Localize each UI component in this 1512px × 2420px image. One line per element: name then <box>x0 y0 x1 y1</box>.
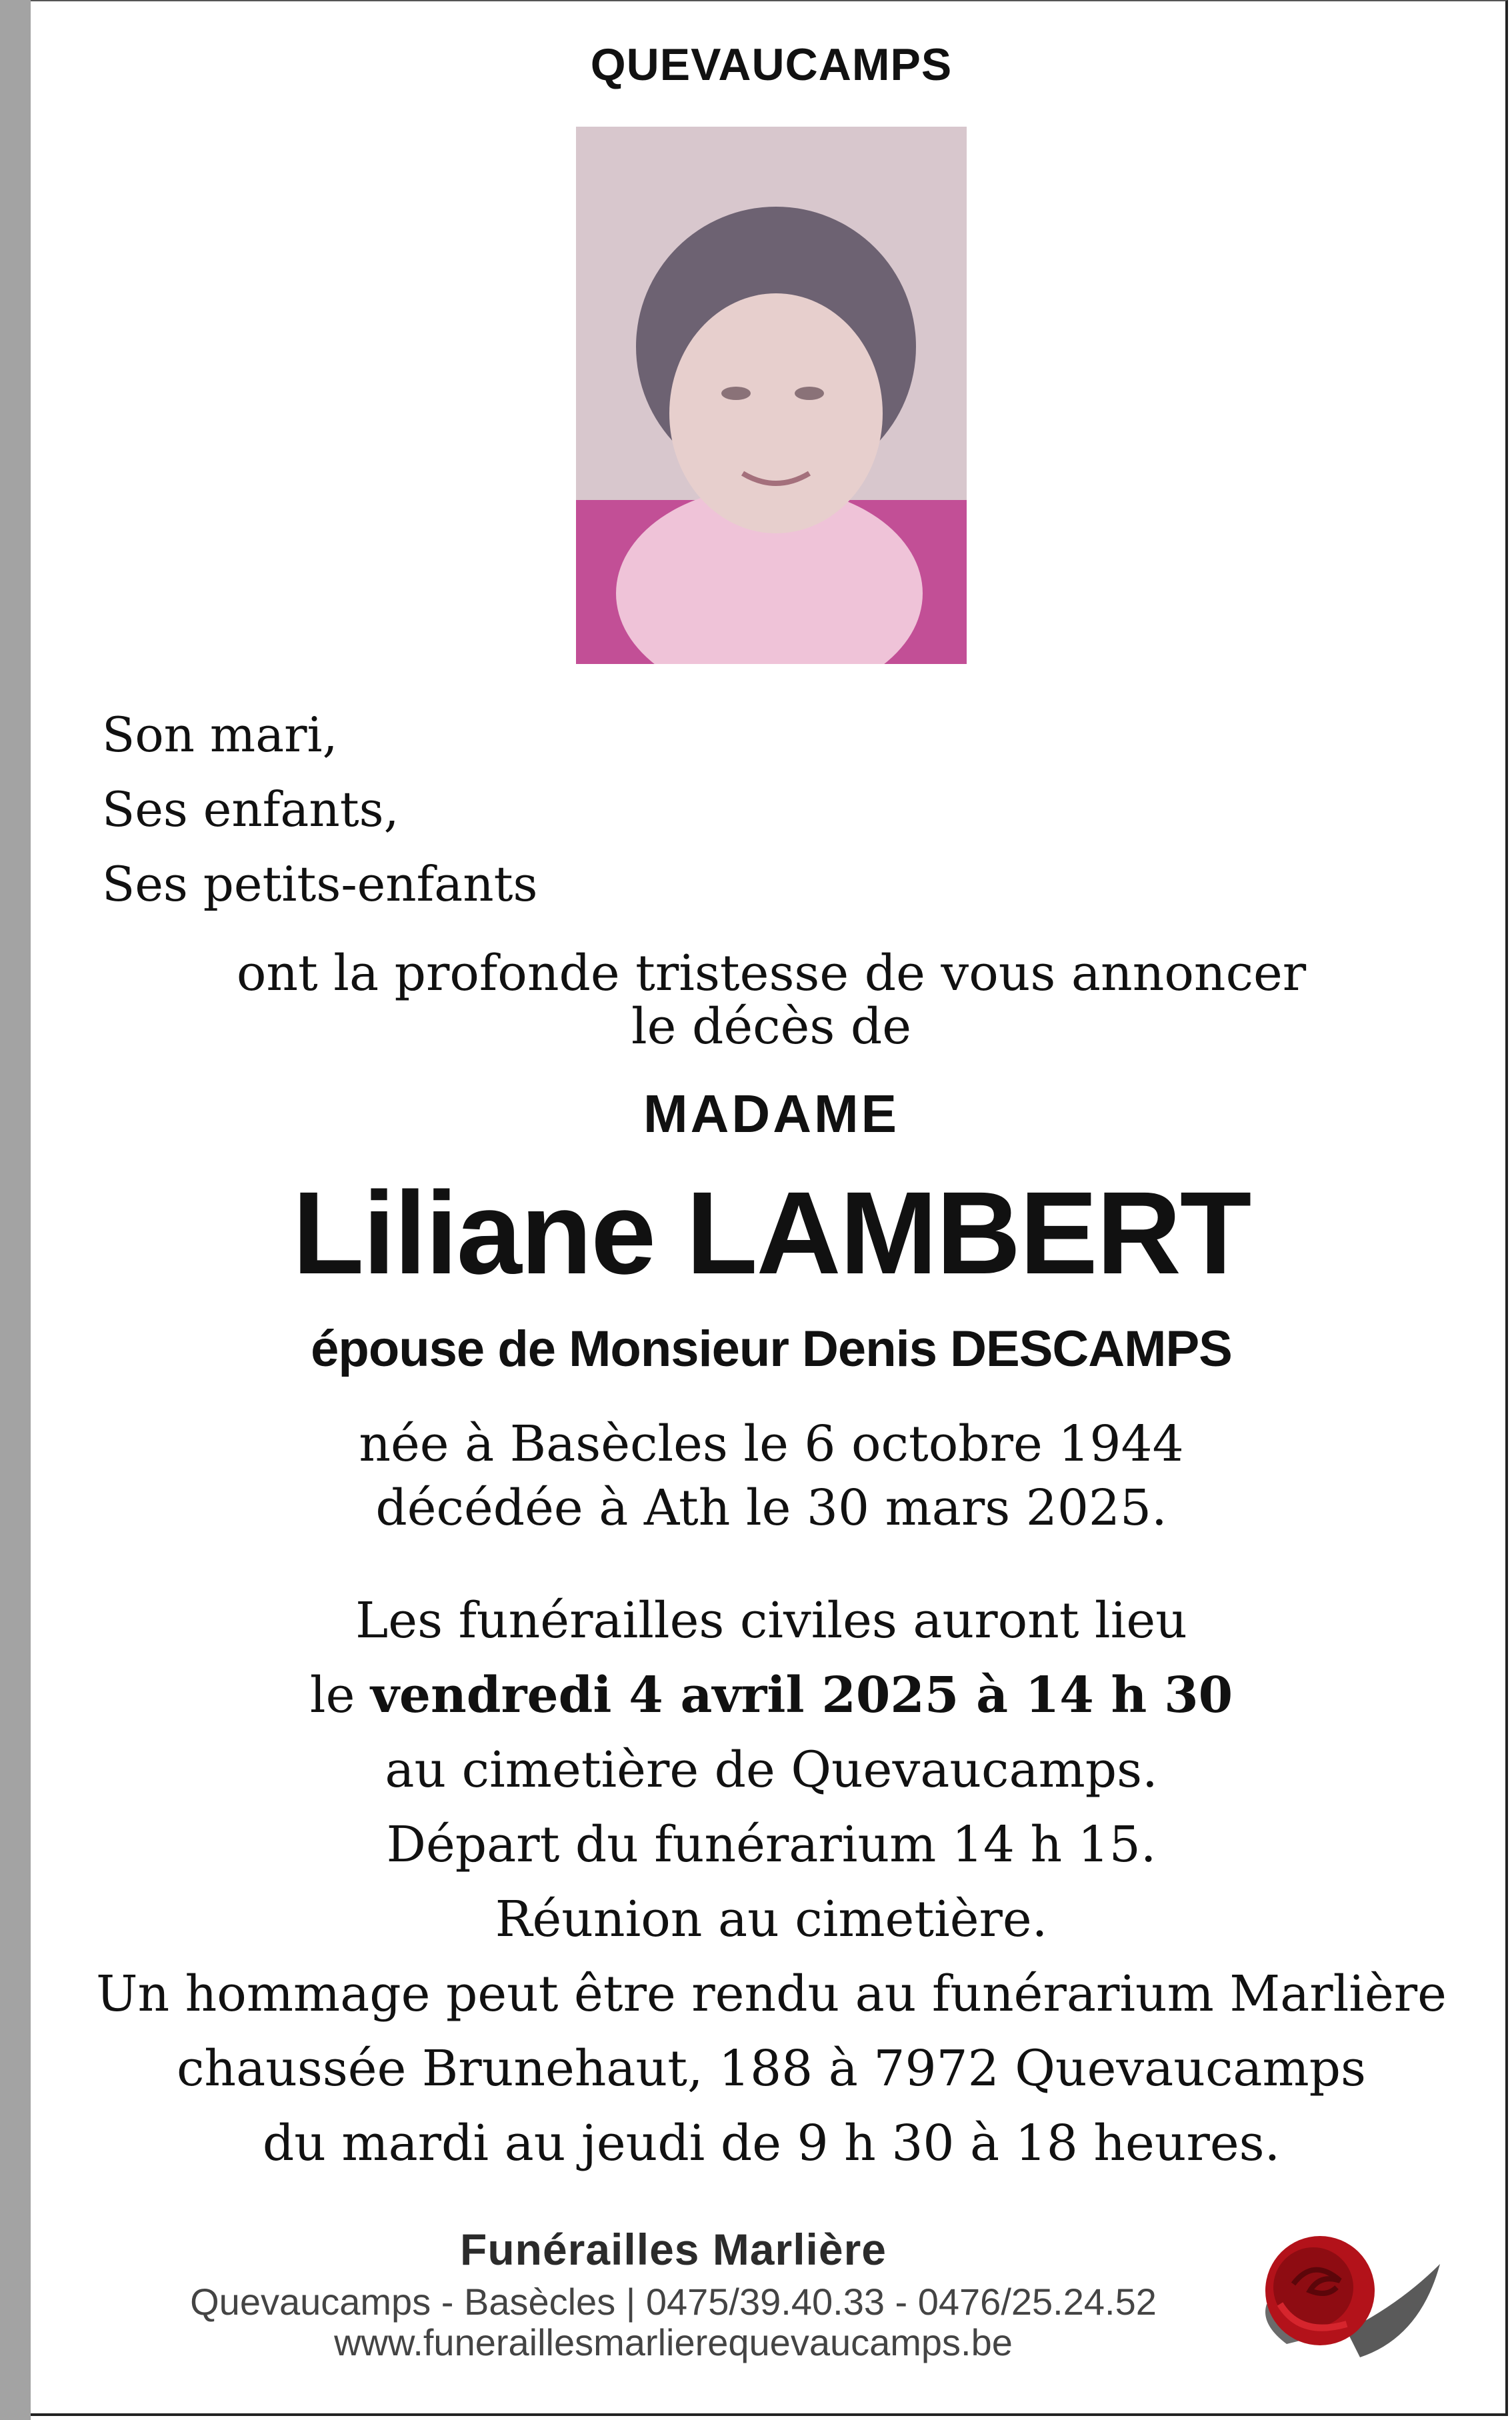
deceased-name: Liliane LAMBERT <box>292 1168 1251 1299</box>
funeral-date-line <box>31 1658 1512 1733</box>
funeral-line: chaussée Brunehaut, 188 à 7972 Quevaucamps <box>176 2040 1367 2097</box>
announcement-line: le décès de <box>631 998 912 1055</box>
portrait-photo <box>576 127 967 664</box>
funeral-date-prefix: le <box>309 1667 371 1724</box>
birth-line: née à Basècles le 6 octobre 1944 <box>359 1415 1184 1473</box>
family-line: Son mari, <box>102 707 338 763</box>
funeral-home-name: Funérailles Marlière <box>460 2225 887 2274</box>
funeral-home-website: www.funeraillesmarlierequevaucamps.be <box>334 2321 1013 2363</box>
honorific-title: MADAME <box>643 1084 899 1143</box>
funeral-date: vendredi 4 avril 2025 à 14 h 30 <box>370 1667 1233 1724</box>
announcement-line: ont la profonde tristesse de vous annoncer <box>236 945 1307 1002</box>
funeral-line: du mardi au jeudi de 9 h 30 à 18 heures. <box>262 2115 1281 2172</box>
funeral-details <box>31 1583 1512 2181</box>
left-margin-bar <box>0 0 31 2420</box>
red-rose-icon <box>1247 2224 1447 2371</box>
funeral-line: Les funérailles civiles auront lieu <box>355 1592 1187 1649</box>
funeral-line: Départ du funérarium 14 h 15. <box>386 1816 1157 1873</box>
funeral-home-contact: Quevaucamps - Basècles | 0475/39.40.33 - 0476/25.24.52 <box>190 2281 1157 2323</box>
funeral-line: Un hommage peut être rendu au funérarium Marlière <box>96 1965 1447 2023</box>
family-list <box>102 697 537 921</box>
town-heading: QUEVAUCAMPS <box>590 39 953 90</box>
family-line: Ses enfants, <box>102 781 399 837</box>
life-dates <box>31 1412 1512 1540</box>
spouse-line: épouse de Monsieur Denis DESCAMPS <box>311 1321 1232 1377</box>
funeral-line: Réunion au cimetière. <box>495 1891 1048 1948</box>
funeral-line: au cimetière de Quevaucamps. <box>385 1741 1158 1799</box>
family-line: Ses petits-enfants <box>102 856 538 912</box>
death-line: décédée à Ath le 30 mars 2025. <box>375 1479 1167 1537</box>
funeral-home-logo <box>120 2224 1227 2364</box>
